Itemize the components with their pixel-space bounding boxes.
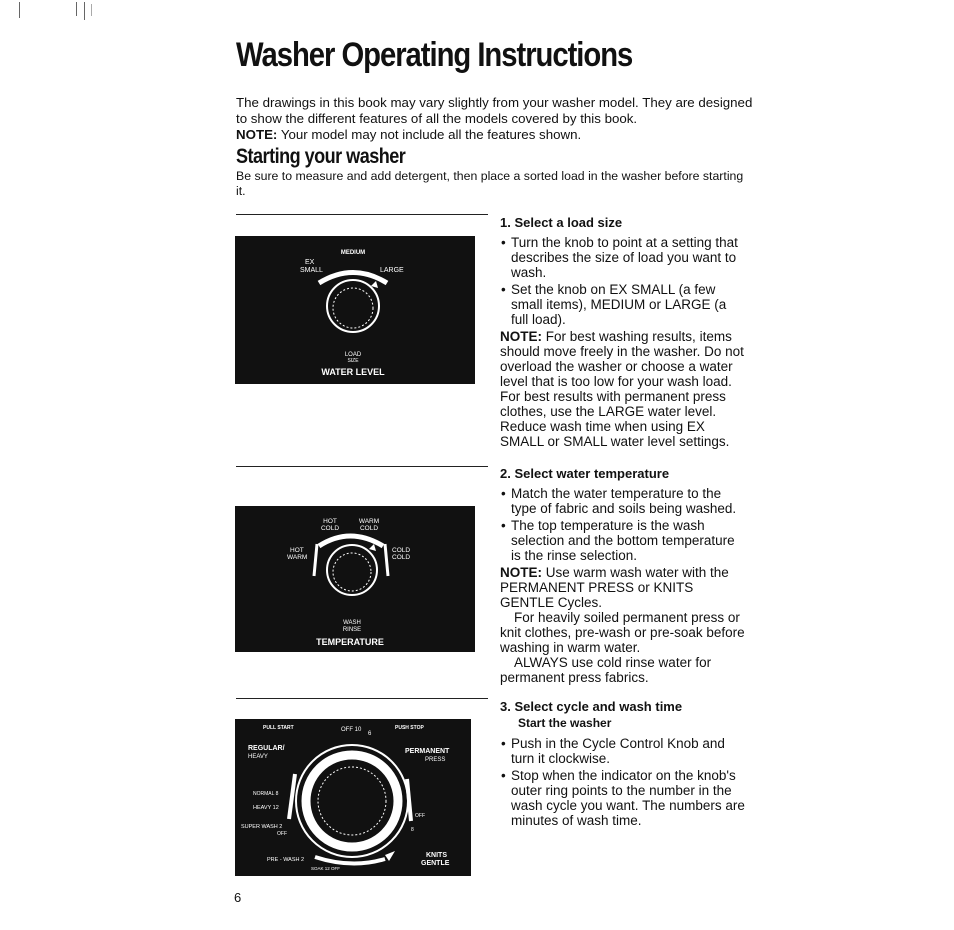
label-regular: REGULAR/ <box>248 745 285 752</box>
divider-rule <box>236 214 488 215</box>
label-cold: COLD <box>392 554 411 561</box>
temperature-panel <box>235 506 475 652</box>
label-hot: HOT <box>323 518 337 525</box>
label-heavy-12: HEAVY 12 <box>253 805 279 811</box>
range-arc <box>385 544 388 576</box>
label-warm: WARM <box>287 554 308 561</box>
cycle-panel <box>235 719 471 876</box>
intro-note <box>236 127 756 143</box>
label-cold: COLD <box>359 525 379 532</box>
scan-mark <box>84 2 85 20</box>
step-bullets <box>500 235 745 327</box>
step-1 <box>500 215 745 449</box>
label-cold: COLD <box>392 547 411 554</box>
label-warm: WARM <box>358 518 380 525</box>
panel-name: WATER LEVEL <box>321 367 385 377</box>
divider-rule <box>236 698 488 699</box>
label-six: 6 <box>368 731 372 737</box>
range-arc <box>407 779 411 821</box>
step-heading: 2. Select water temperature <box>500 466 670 481</box>
water-level-panel <box>235 236 475 384</box>
step-3 <box>500 699 745 830</box>
list-item: • Push in the Cycle Control Knob and turn it clockwise. <box>500 736 745 766</box>
label-small: SMALL <box>300 267 323 274</box>
label-heavy: HEAVY <box>248 754 268 760</box>
list-item: • Turn the knob to point at a setting that describes the size of load you want to wash. <box>500 235 745 280</box>
knob-pointer <box>369 544 376 551</box>
note-label: NOTE: <box>500 329 542 344</box>
step-paragraph: ALWAYS use cold rinse water for permanent press fabrics. <box>500 655 712 685</box>
range-arc <box>314 544 317 576</box>
range-arc <box>289 774 295 819</box>
label-rinse: RINSE <box>342 627 362 633</box>
scan-mark <box>76 2 77 16</box>
label-pull-start: PULL START <box>263 725 294 731</box>
page-number: 6 <box>234 890 242 905</box>
step-paragraph: For heavily soiled permanent press or knit clothes, pre-wash or pre-soak before washing in warm water. <box>500 610 745 655</box>
step-heading: 1. Select a load size <box>500 215 623 230</box>
page-title: Washer Operating Instructions <box>236 36 633 74</box>
label-press: PRESS <box>425 757 446 763</box>
label-large: LARGE <box>380 267 404 274</box>
note-text: Your model may not include all the features shown. <box>277 127 582 142</box>
range-arc <box>319 273 387 284</box>
cycle-diagram <box>235 719 471 876</box>
knob-inner <box>318 767 386 835</box>
step-bullets <box>500 736 745 828</box>
label-knits: KNITS <box>426 852 447 859</box>
water-level-diagram <box>235 236 475 384</box>
list-item: • Set the knob on EX SMALL (a few small items), MEDIUM or LARGE (a full load). <box>500 282 745 327</box>
label-super-wash: SUPER WASH 2 <box>241 824 283 830</box>
scan-mark <box>91 4 92 16</box>
knob-inner <box>333 288 373 328</box>
label-normal: NORMAL 8 <box>253 791 279 797</box>
label-off: OFF <box>277 831 287 837</box>
step-note <box>500 329 745 449</box>
list-item: • Match the water temperature to the type of fabric and soils being washed. <box>500 486 745 516</box>
label-hot: HOT <box>290 547 304 554</box>
intro-text <box>236 95 756 143</box>
list-item: • The top temperature is the wash selection and the bottom temperature is the rinse selection. <box>500 518 745 563</box>
knob-pointer <box>385 851 395 861</box>
label-size: SIZE <box>347 358 359 364</box>
label-eight: 8 <box>411 827 414 833</box>
range-arc <box>315 857 385 864</box>
label-ex: EX <box>305 259 315 266</box>
label-permanent: PERMANENT <box>405 748 450 755</box>
step-subheading: Start the washer <box>518 716 612 730</box>
dial-outer-ring <box>296 745 408 857</box>
note-text: Use warm wash water with the PERMANENT PRESS or KNITS GENTLE Cycles. <box>500 565 729 610</box>
step-2 <box>500 466 745 685</box>
label-medium: MEDIUM <box>340 250 366 256</box>
step-bullets <box>500 486 745 563</box>
scan-mark <box>19 2 20 18</box>
note-label: NOTE: <box>500 565 542 580</box>
list-item: • Stop when the indicator on the knob's outer ring points to the number in the wash cycle you want. The numbers are minutes of wash time. <box>500 768 745 828</box>
step-note <box>500 565 745 610</box>
dial-band <box>306 755 398 847</box>
temperature-diagram <box>235 506 475 652</box>
divider-rule <box>236 466 488 467</box>
panel-name: TEMPERATURE <box>316 637 384 647</box>
section-subtext: Be sure to measure and add detergent, then place a sorted load in the washer before starting it. <box>236 169 744 198</box>
label-load: LOAD <box>344 352 362 358</box>
note-text: For best washing results, items should move freely in the washer. Do not overload the washer or choose a water level that is too low for your wash load. For best results with permanent press clothes, use the LARGE water level. Reduce wash time when using EX SMALL or SMALL water level settings. <box>500 329 744 449</box>
label-cold: COLD <box>320 525 340 532</box>
knob-inner <box>333 553 371 591</box>
label-prewash: PRE - WASH 2 <box>267 857 305 863</box>
section-heading: Starting your washer <box>236 145 406 168</box>
label-off-10: OFF 10 <box>341 727 362 733</box>
label-off: OFF <box>415 813 425 819</box>
step-heading: 3. Select cycle and wash time <box>500 699 683 714</box>
intro-paragraph: The drawings in this book may vary slightly from your washer model. They are designed to show the different features of all the models covered by this book. <box>236 95 753 126</box>
label-soak: SOAK 12 OFF <box>311 866 341 871</box>
label-wash: WASH <box>343 620 361 626</box>
note-label: NOTE: <box>236 127 278 142</box>
label-gentle: GENTLE <box>421 860 450 867</box>
label-push-stop: PUSH STOP <box>395 725 424 731</box>
